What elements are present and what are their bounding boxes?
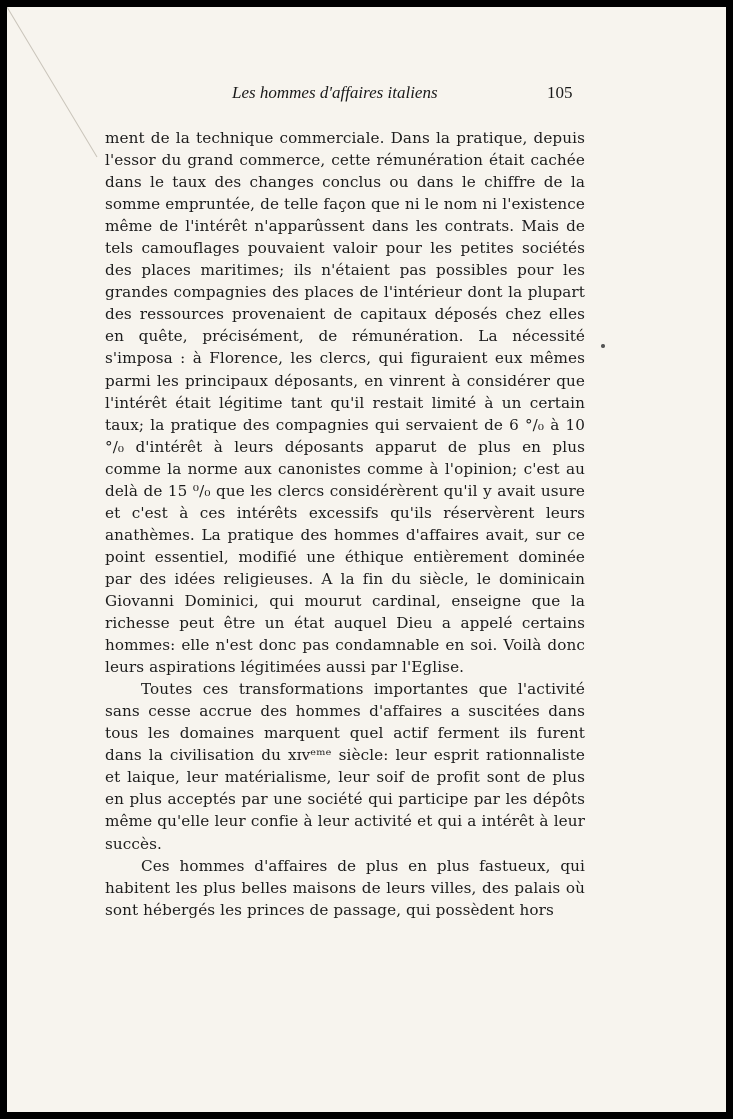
running-header bbox=[7, 83, 726, 107]
paragraph-1: ment de la technique commerciale. Dans la pratique, depuis l'essor du grand commerce, cette rémunération était cachée dans le taux des changes conclus ou dans le chiffre de la somme empruntée, de telle façon que ni le nom ni l'existence même de l'intérêt n'apparûssent dans les contrats. Mais de tels camouflages pouvaient valoir pour les petites sociétés des places maritimes; ils n'étaient pas possibles pour les grandes compagnies des places de l'intérieur dont la plupart des ressources provenaient de capitaux déposés chez elles en quête, précisément, de rémunération. La nécessité s'imposa : à Florence, les clercs, qui figuraient eux mêmes parmi les principaux déposants, en vinrent à considérer que l'intérêt était légitime tant qu'il restait limité à un certain taux; la pratique des compagnies qui servaient de 6 °/₀ à 10 °/₀ d'intérêt à leurs déposants apparut de plus en plus comme la norme aux canonistes comme à l'opinion; c'est au delà de 15 ⁰/₀ que les clercs considérèrent qu'il y avait usure et c'est à ces intérêts excessifs qu'ils réservèrent leurs anathèmes. La pratique des hommes d'affaires avait, sur ce point essentiel, modifié une éthique entièrement dominée par des idées religieuses. A la fin du siècle, le dominicain Giovanni Dominici, qui mourut cardinal, enseigne que la richesse peut être un état auquel Dieu a appelé certains hommes: elle n'est donc pas condamnable en soi. Voilà donc leurs aspirations légitimées aussi par l'Eglise. bbox=[105, 129, 585, 677]
margin-speck bbox=[601, 344, 605, 348]
paragraph-2: Toutes ces transformations importantes que l'activité sans cesse accrue des hommes d'affaires a suscitées dans tous les domaines marquent quel actif ferment ils furent dans la civilisation du xɪᴠᵉᵐᵉ siècle: leur esprit rationnaliste et laique, leur matérialisme, leur soif de profit sont de plus en plus acceptés par une société qui participe par les dépôts même qu'elle leur confie à leur activité et qui a intérêt à leur succès. bbox=[105, 680, 585, 853]
page-number: 105 bbox=[547, 83, 573, 102]
paragraph-3: Ces hommes d'affaires de plus en plus fastueux, qui habitent les plus belles maisons de leurs villes, des palais où sont hébergés les princes de passage, qui possèdent hors bbox=[105, 856, 585, 919]
book-page bbox=[7, 7, 726, 1112]
running-title: Les hommes d'affaires italiens bbox=[232, 83, 438, 102]
body-text bbox=[105, 127, 585, 921]
